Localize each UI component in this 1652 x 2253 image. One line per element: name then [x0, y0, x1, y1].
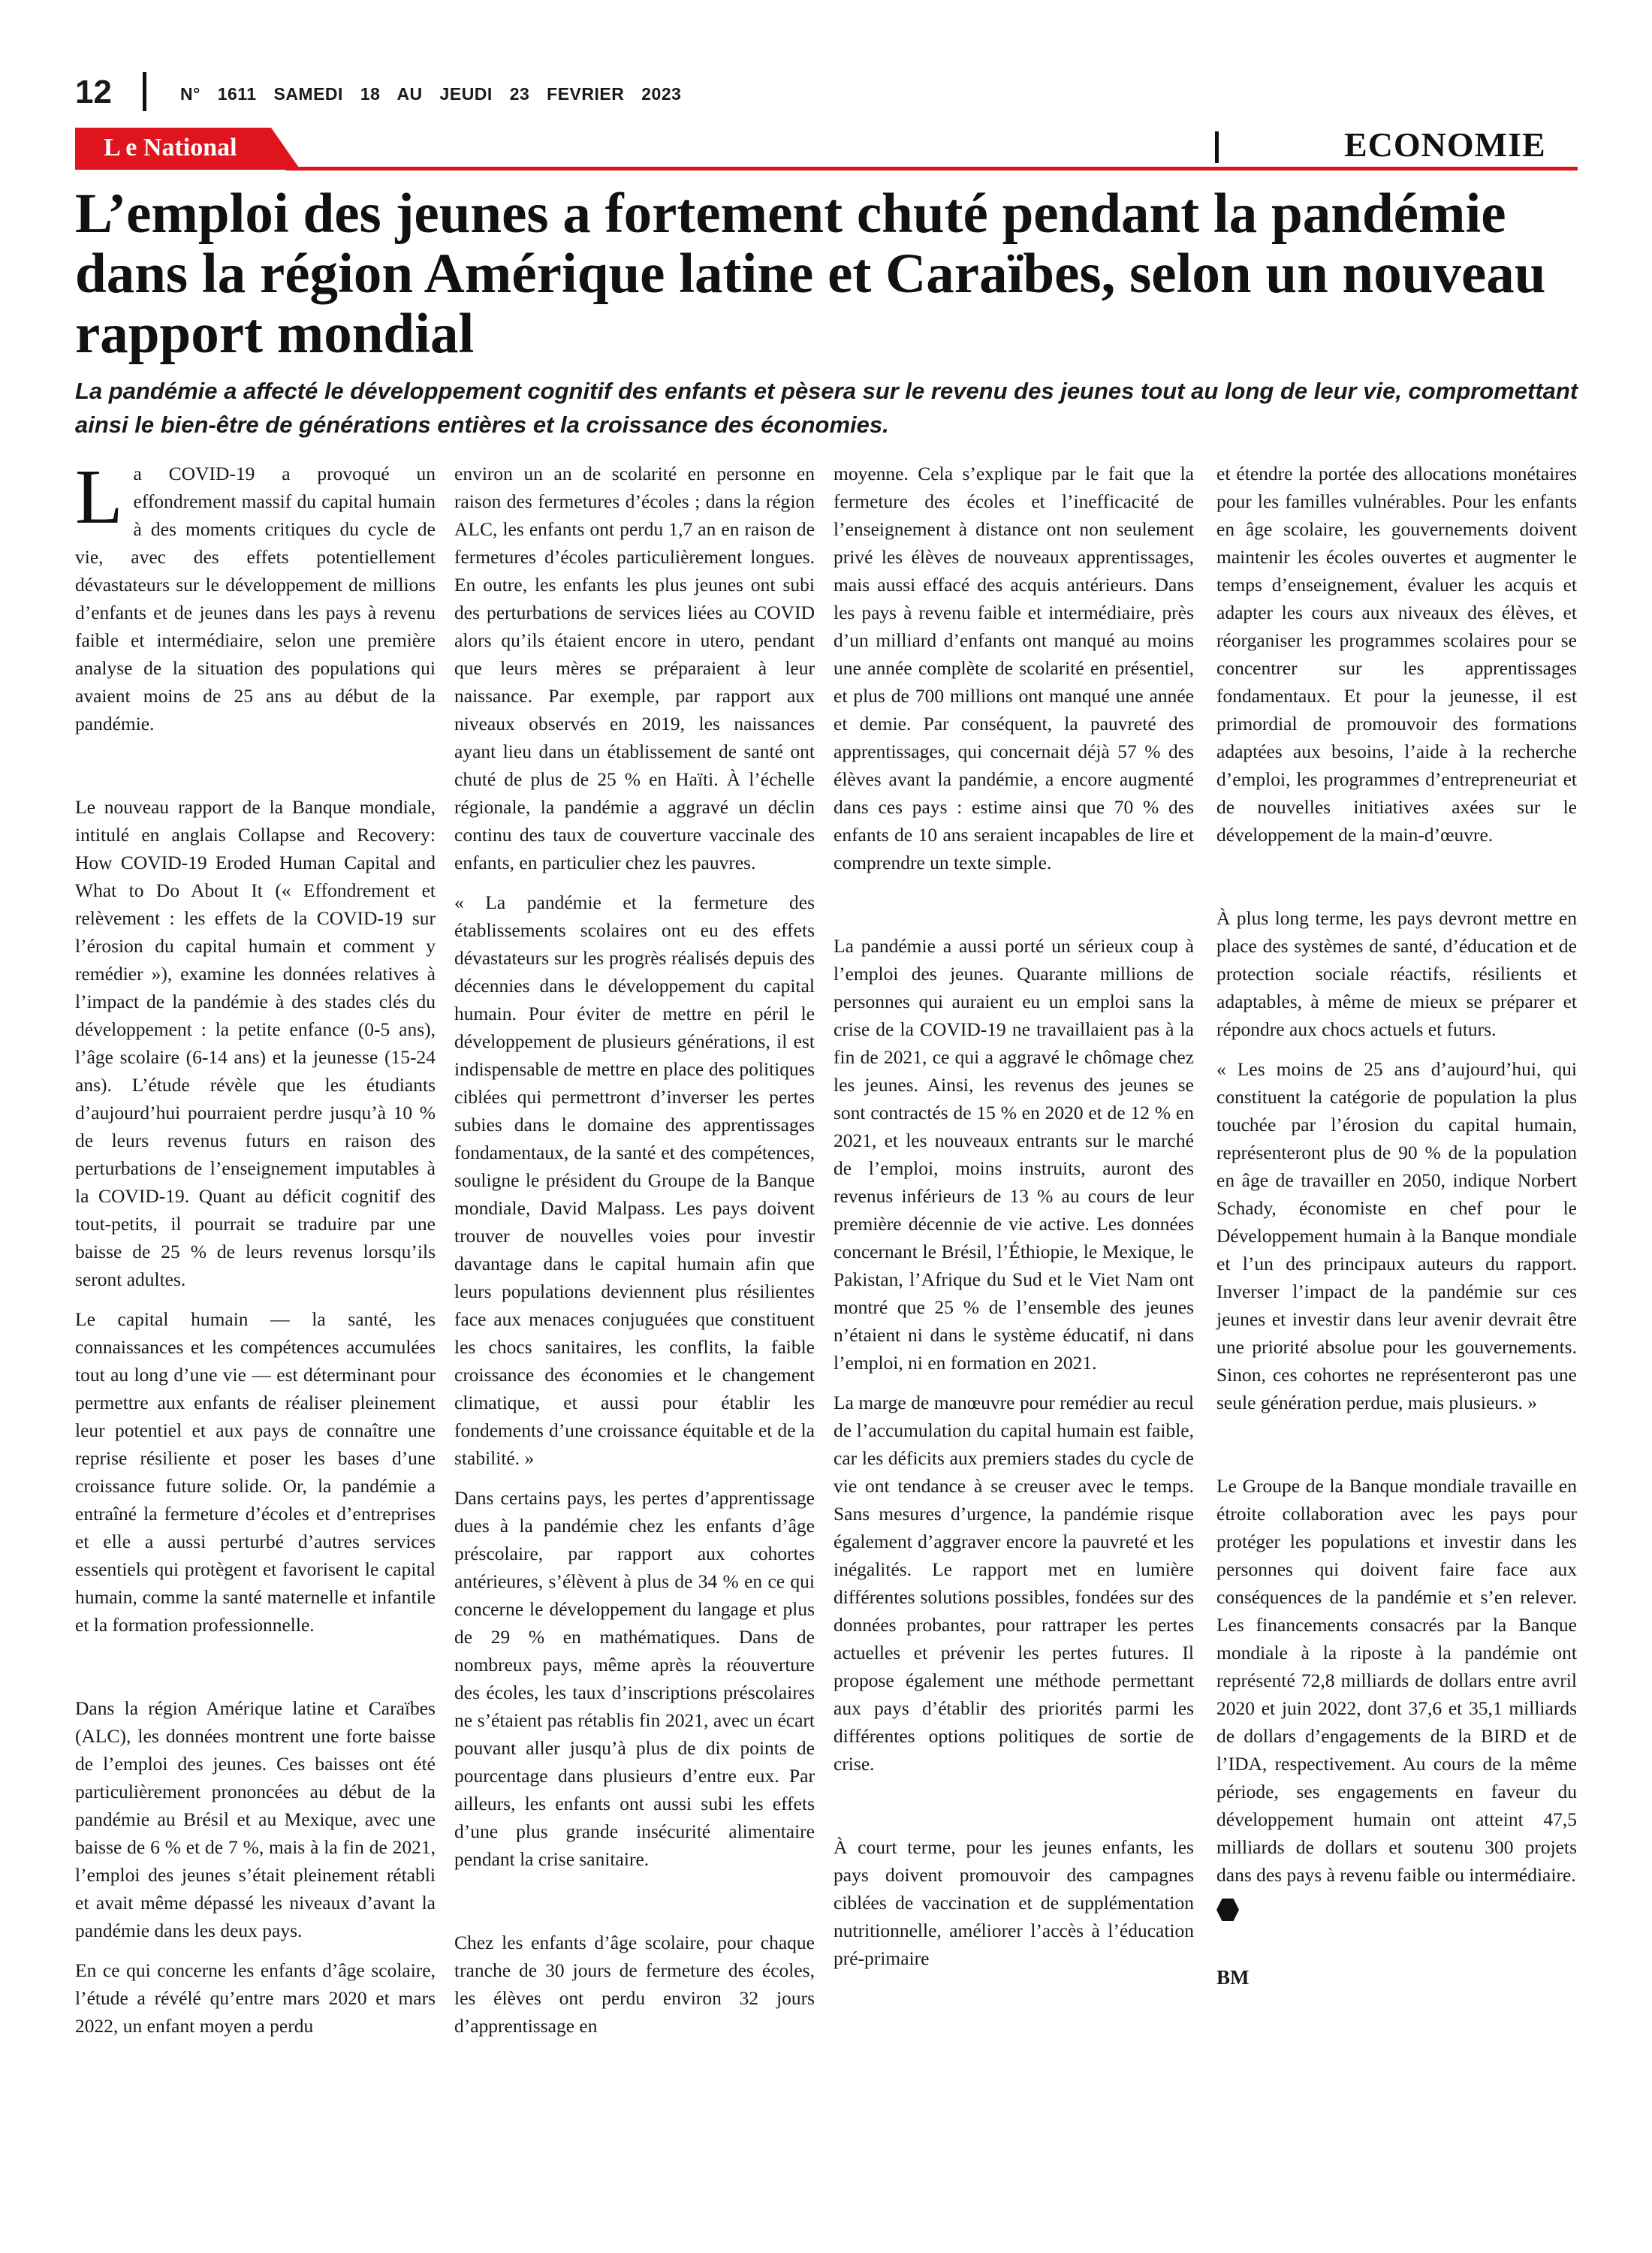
- article-headline: L’emploi des jeunes a fortement chuté pendant la pandémie dans la région Amérique latine et Caraïbes, selon un nouveau rapport mondial: [75, 182, 1546, 365]
- article-signature: BM: [1216, 1966, 1250, 1989]
- paragraph: et étendre la portée des allocations monétaires pour les familles vulnérables. Pour les enfants en âge scolaire, les gouvernements doivent maintenir les écoles ouvertes et augmenter le temps d’enseignement, évaluer les acquis et adapter les cours aux niveaux des élèves, et réorganiser les programmes scolaires pour se concentrer sur les apprentissages fondamentaux. Et pour la jeunesse, il est primordial de promouvoir des formations adaptées aux besoins, l’aide à la recherche d’emploi, les programmes d’entrepreneuriat et de nouvelles initiatives axées sur le développement de la main-d’œuvre.: [1216, 463, 1577, 846]
- paragraph: En ce qui concerne les enfants d’âge scolaire, l’étude a révélé qu’entre mars 2020 et mars 2022, un enfant moyen a perdu: [75, 1959, 436, 2037]
- paragraph: « Les moins de 25 ans d’aujourd’hui, qui constituent la catégorie de population la plus touchée par l’érosion du capital humain, représenteront plus de 90 % de la population en âge de travailler en 2050, indique Norbert Schady, économiste en chef pour le Développement humain à la Banque mondiale et l’un des principaux auteurs du rapport. Inverser l’impact de la pandémie sur ces jeunes et investir dans leur avenir devrait être une priorité absolue pour les gouvernements. Sinon, ces cohortes ne représenteront pas une seule génération perdue, mais plusieurs. »: [1216, 1058, 1577, 1413]
- section-label: ECONOMIE: [1344, 125, 1546, 164]
- article-column-3: [834, 460, 1194, 1984]
- end-of-article-icon: [1216, 1899, 1239, 1921]
- paragraph: Dans certains pays, les pertes d’apprentissage dues à la pandémie chez les enfants d’âge préscolaire, par rapport aux cohortes antérieures, s’élèvent à plus de 34 % en ce qui concerne le développement du langage et plus de 29 % en mathématiques. Dans de nombreux pays, même après la réouverture des écoles, les taux d’inscriptions préscolaires ne s’étaient pas rétablis fin 2021, avec un écart pouvant aller jusqu’à plus de dix points de pourcentage dans plusieurs d’entre eux. Par ailleurs, les enfants ont aussi subi les effets d’une plus grande insécurité alimentaire pendant la crise sanitaire.: [454, 1487, 815, 1870]
- paragraph: À court terme, pour les jeunes enfants, les pays doivent promouvoir des campagnes ciblées de vaccination et de supplémentation nutritionnelle, améliorer l’accès à l’éducation pré-primaire: [834, 1836, 1194, 1969]
- drop-cap: L: [75, 454, 123, 540]
- issue-date-line: N° 1611 SAMEDI 18 AU JEUDI 23 FEVRIER 2023: [180, 84, 682, 104]
- paragraph: À plus long terme, les pays devront mettre en place des systèmes de santé, d’éducation et de protection sociale réactifs, résilients et adaptables, à même de mieux se préparer et répondre aux chocs actuels et futurs.: [1216, 907, 1577, 1040]
- paragraph-text: a COVID-19 a provoqué un effondrement massif du capital humain à des moments critiques du cycle de vie, avec des effets potentiellement dévastateurs sur le développement de millions d’enfants et de jeunes dans les pays à revenu faible et intermédiaire, selon une première analyse de la situation des populations qui avaient moins de 25 ans au début de la pandémie.: [75, 463, 436, 734]
- publication-tag: L e National: [104, 134, 237, 161]
- paragraph: Le nouveau rapport de la Banque mondiale, intitulé en anglais Collapse and Recovery: How COVID-19 Eroded Human Capital and What to Do About It (« Effondrement et relèvement : les effets de la COVID-19 sur l’érosion du capital humain et comment y remédier »), examine les données relatives à l’impact de la pandémie à des stades clés du développement : la petite enfance (0-5 ans), l’âge scolaire (6-14 ans) et la jeunesse (15-24 ans). L’étude révèle que les étudiants d’aujourd’hui pourraient perdre jusqu’à 10 % de leurs revenus futurs en raison des perturbations de l’enseignement imputables à la COVID-19. Quant au déficit cognitif des tout-petits, il pourrait se traduire par une baisse de 25 % de leurs revenus lorsqu’ils seront adultes.: [75, 796, 436, 1290]
- article-column-1: [75, 454, 436, 2052]
- article-column-2: [454, 460, 815, 2052]
- paragraph: environ un an de scolarité en personne en raison des fermetures d’écoles ; dans la région ALC, les enfants ont perdu 1,7 an en raison de fermetures d’écoles particulièrement longues. En outre, les enfants les plus jeunes ont subi des perturbations de services liées au COVID alors qu’ils étaient encore in utero, pendant que leurs mères se préparaient à leur naissance. Par exemple, par rapport aux niveaux observés en 2019, les naissances ayant lieu dans un établissement de santé ont chuté de plus de 25 % en Haïti. À l’échelle régionale, la pandémie a aggravé un déclin continu des taux de couverture vaccinale des enfants, en particulier chez les pauvres.: [454, 463, 815, 873]
- header-rule: [285, 167, 1578, 170]
- paragraph: Chez les enfants d’âge scolaire, pour chaque tranche de 30 jours de fermeture des écoles, les élèves ont perdu environ 32 jours d’apprentissage en: [454, 1932, 815, 2037]
- article-subheadline: La pandémie a affecté le développement cognitif des enfants et pèsera sur le revenu des jeunes tout au long de leur vie, compromettant ainsi le bien-être de générations entières et la croissance des économies.: [75, 378, 1578, 438]
- paragraph: Le Groupe de la Banque mondiale travaille en étroite collaboration avec les pays pour protéger les populations et investir dans les personnes qui doivent faire face aux conséquences de la pandémie et s’en relever. Les financements consacrés par la Banque mondiale à la riposte à la pandémie ont représenté 72,8 milliards de dollars entre avril 2020 et juin 2022, dont 37,6 et 35,1 milliards de dollars d’engagements de la BIRD et de l’IDA, respectivement. Au cours de la même période, ses engagements en faveur du développement humain ont atteint 47,5 milliards de dollars et soutenu 300 projets dans des pays à revenu faible ou intermédiaire.: [1216, 1475, 1577, 1886]
- paragraph: moyenne. Cela s’explique par le fait que la fermeture des écoles et l’inefficacité de l’enseignement à distance ont non seulement privé les élèves de nouveaux apprentissages, mais aussi effacé des acquis antérieurs. Dans les pays à revenu faible et intermédiaire, près d’un milliard d’enfants ont manqué au moins une année complète de scolarité en présentiel, et plus de 700 millions ont manqué une année et demie. Par conséquent, la pauvreté des apprentissages, qui concernait déjà 57 % des élèves avant la pandémie, a encore augmenté dans ces pays : estime ainsi que 70 % des enfants de 10 ans seraient incapables de lire et comprendre un texte simple.: [834, 463, 1194, 873]
- article-column-4: [1216, 460, 1577, 1989]
- paragraph: [75, 454, 436, 737]
- paragraph: Le capital humain — la santé, les connaissances et les compétences accumulées tout au long d’une vie — est déterminant pour permettre aux enfants de réaliser pleinement leur potentiel et aux pays de connaître une reprise résiliente et poser les bases d’une croissance future solide. Or, la pandémie a entraîné la fermeture d’écoles et d’entreprises et elle a aussi perturbé d’autres services essentiels qui protègent et favorisent le capital humain, comme la santé maternelle et infantile et la formation professionnelle.: [75, 1308, 436, 1636]
- paragraph: « La pandémie et la fermeture des établissements scolaires ont eu des effets dévastateurs sur les progrès réalisés depuis des décennies dans le développement du capital humain. Pour éviter de mettre en péril le développement de plusieurs générations, il est indispensable de mettre en place des politiques ciblées qui permettront d’inverser les pertes subies dans le domaine des apprentissages fondamentaux, de la santé et des compétences, souligne le président du Groupe de la Banque mondiale, David Malpass. Les pays doivent trouver de nouvelles voies pour investir davantage dans le capital humain afin que leurs populations deviennent plus résilientes face aux menaces conjuguées que constituent les chocs sanitaires, les conflits, la faible croissance des économies et le changement climatique, et aussi pour établir les fondements d’une croissance équitable et de la stabilité. »: [454, 891, 815, 1469]
- page-number: 12: [75, 74, 112, 110]
- section-divider: [1215, 131, 1219, 163]
- paragraph: La pandémie a aussi porté un sérieux coup à l’emploi des jeunes. Quarante millions de personnes qui auraient eu un emploi sans la crise de la COVID-19 ne travaillaient pas à la fin de 2021, ce qui a aggravé le chômage chez les jeunes. Ainsi, les revenus des jeunes se sont contractés de 15 % en 2020 et de 12 % en 2021, et les nouveaux entrants sur le marché de l’emploi, moins instruits, auront des revenus inférieurs de 13 % au cours de leur première décennie de vie active. Les données concernant le Brésil, l’Éthiopie, le Mexique, le Pakistan, l’Afrique du Sud et le Viet Nam ont montré que 25 % de l’ensemble des jeunes n’étaient ni dans le système éducatif, ni dans l’emploi, ni en formation en 2021.: [834, 935, 1194, 1374]
- header-divider: [143, 72, 146, 111]
- paragraph: Dans la région Amérique latine et Caraïbes (ALC), les données montrent une forte baisse de l’emploi des jeunes. Ces baisses ont été particulièrement prononcées au début de la pandémie au Brésil et au Mexique, avec une baisse de 6 % et de 7 %, mais à la fin de 2021, l’emploi des jeunes s’était pleinement rétabli et avait même dépassé les niveaux d’avant la pandémie dans les deux pays.: [75, 1697, 436, 1941]
- paragraph: La marge de manœuvre pour remédier au recul de l’accumulation du capital humain est faible, car les déficits aux premiers stades du cycle de vie ont tendance à se creuser avec le temps. Sans mesures d’urgence, la pandémie risque également d’aggraver encore la pauvreté et les inégalités. Le rapport met en lumière différentes solutions possibles, fondées sur des données probantes, pour rattraper les pertes actuelles et prévenir les pertes futures. Il propose également une méthode permettant aux pays d’établir des priorités parmi les différentes options politiques de sortie de crise.: [834, 1392, 1194, 1775]
